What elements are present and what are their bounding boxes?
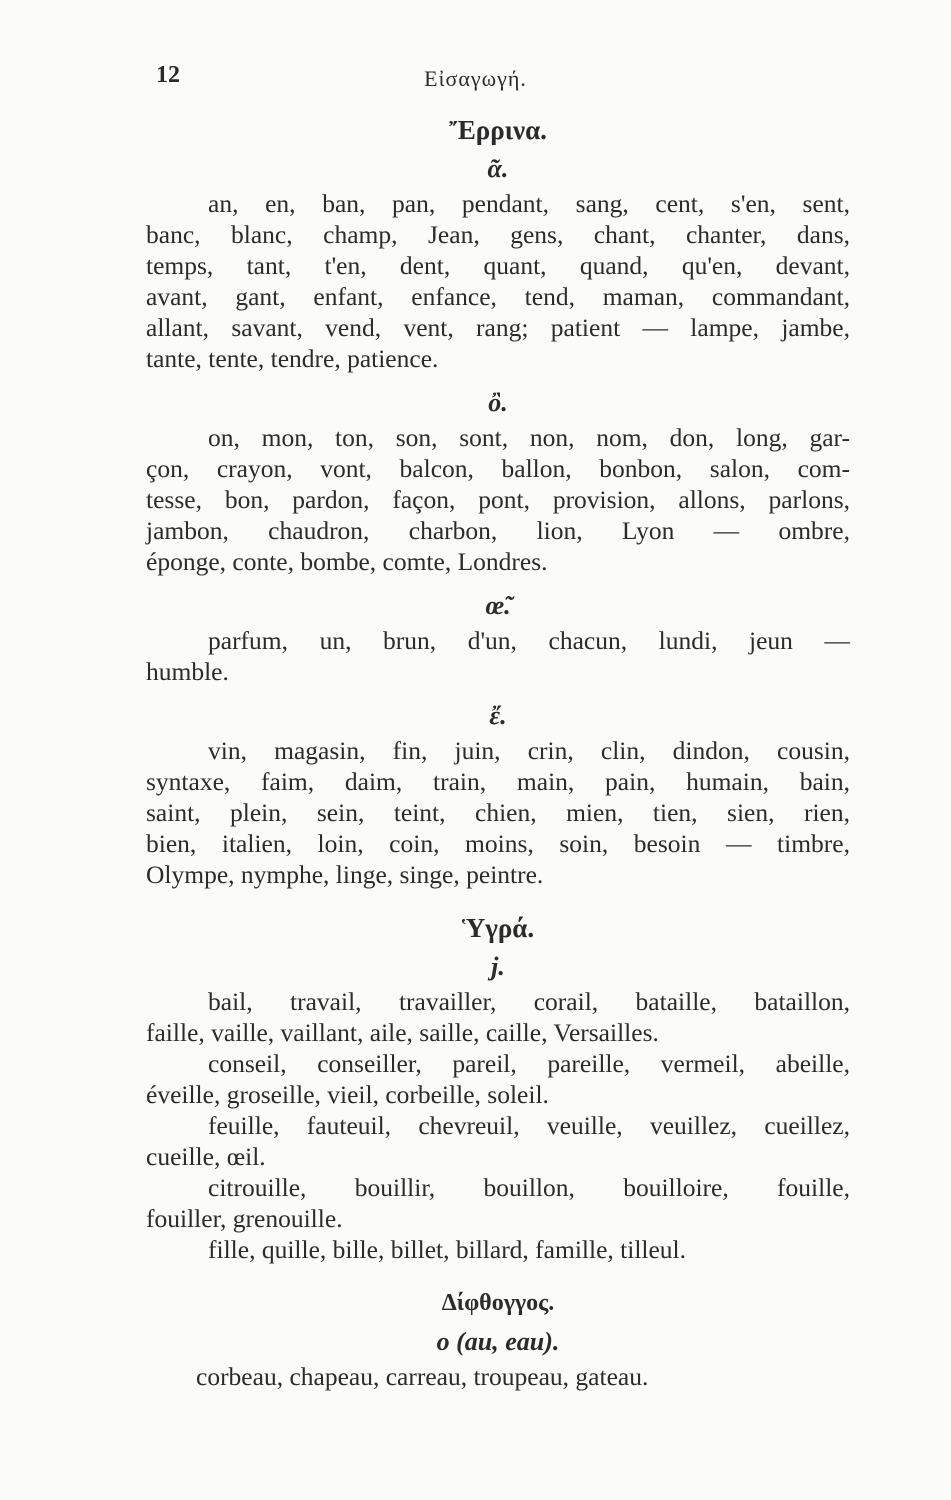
paragraph-nasal-e bbox=[146, 735, 850, 890]
text-line: banc, blanc, champ, Jean, gens, chant, chanter, dans, bbox=[146, 220, 850, 249]
text-line: tante, tente, tendre, patience. bbox=[146, 344, 439, 373]
running-head: Εἰσαγωγή. bbox=[424, 66, 527, 91]
text-line: bail, travail, travailler, corail, bataille, bataillon, bbox=[208, 987, 850, 1016]
text-line: çon, crayon, vont, balcon, ballon, bonbon, salon, com- bbox=[146, 454, 850, 483]
subsection-heading-j: j. bbox=[491, 952, 505, 981]
text-line: éveille, groseille, vieil, corbeille, soleil. bbox=[146, 1080, 549, 1109]
text-line: vin, magasin, fin, juin, crin, clin, dindon, cousin, bbox=[208, 736, 850, 765]
section-title-ygra: Ὑγρά. bbox=[461, 913, 535, 943]
subsection-heading-oe: œ̃. bbox=[485, 591, 511, 620]
text-line: avant, gant, enfant, enfance, tend, maman, commandant, bbox=[146, 282, 850, 311]
text-line: faille, vaille, vaillant, aile, saille, caille, Versailles. bbox=[146, 1018, 659, 1047]
text-line: saint, plein, sein, teint, chien, mien, tien, sien, rien, bbox=[146, 798, 850, 827]
subsection-heading-e: ἔ. bbox=[489, 701, 507, 730]
text-line: fouiller, grenouille. bbox=[146, 1204, 343, 1233]
page-number: 12 bbox=[156, 62, 180, 88]
text-line: humble. bbox=[146, 657, 229, 686]
paragraph-liquid-2 bbox=[146, 1048, 850, 1110]
text-line: Olympe, nymphe, linge, singe, peintre. bbox=[146, 860, 544, 889]
subsection-heading-au: o (au, eau). bbox=[436, 1327, 560, 1356]
text-line: feuille, fauteuil, chevreuil, veuille, veuillez, cueillez, bbox=[208, 1111, 850, 1140]
text-line: on, mon, ton, son, sont, non, nom, don, long, gar- bbox=[208, 423, 850, 452]
text-line: allant, savant, vend, vent, rang; patient — lampe, jambe, bbox=[146, 313, 850, 342]
text-line: fille, quille, bille, billet, billard, famille, tilleul. bbox=[208, 1235, 687, 1264]
page-body bbox=[146, 110, 850, 1392]
text-line: éponge, conte, bombe, comte, Londres. bbox=[146, 547, 548, 576]
paragraph-liquid-4 bbox=[146, 1172, 850, 1234]
paragraph-diphthong bbox=[146, 1361, 850, 1392]
text-line: syntaxe, faim, daim, train, main, pain, humain, bain, bbox=[146, 767, 850, 796]
paragraph-nasal-a bbox=[146, 188, 850, 374]
text-line: an, en, ban, pan, pendant, sang, cent, s'en, sent, bbox=[208, 189, 850, 218]
text-line: parfum, un, brun, d'un, chacun, lundi, jeun — bbox=[208, 626, 850, 655]
section-title-errina: Ἔρρινα. bbox=[449, 115, 547, 145]
paragraph-nasal-o bbox=[146, 422, 850, 577]
text-line: citrouille, bouillir, bouillon, bouilloire, fouille, bbox=[208, 1173, 850, 1202]
section-title-difthongos: Δίφθογγος. bbox=[441, 1290, 555, 1316]
paragraph-liquid-3 bbox=[146, 1110, 850, 1172]
subsection-heading-o: ὂ. bbox=[488, 388, 508, 417]
paragraph-nasal-oe bbox=[146, 625, 850, 687]
text-line: corbeau, chapeau, carreau, troupeau, gateau. bbox=[196, 1362, 649, 1391]
paragraph-liquid-5 bbox=[146, 1234, 850, 1265]
subsection-heading-a: ᾶ. bbox=[487, 154, 509, 183]
text-line: cueille, œil. bbox=[146, 1142, 266, 1171]
text-line: tesse, bon, pardon, façon, pont, provision, allons, parlons, bbox=[146, 485, 850, 514]
paragraph-liquid-1 bbox=[146, 986, 850, 1048]
text-line: bien, italien, loin, coin, moins, soin, besoin — timbre, bbox=[146, 829, 850, 858]
text-line: jambon, chaudron, charbon, lion, Lyon — ombre, bbox=[146, 516, 850, 545]
text-line: temps, tant, t'en, dent, quant, quand, qu'en, devant, bbox=[146, 251, 850, 280]
text-line: conseil, conseiller, pareil, pareille, vermeil, abeille, bbox=[208, 1049, 850, 1078]
